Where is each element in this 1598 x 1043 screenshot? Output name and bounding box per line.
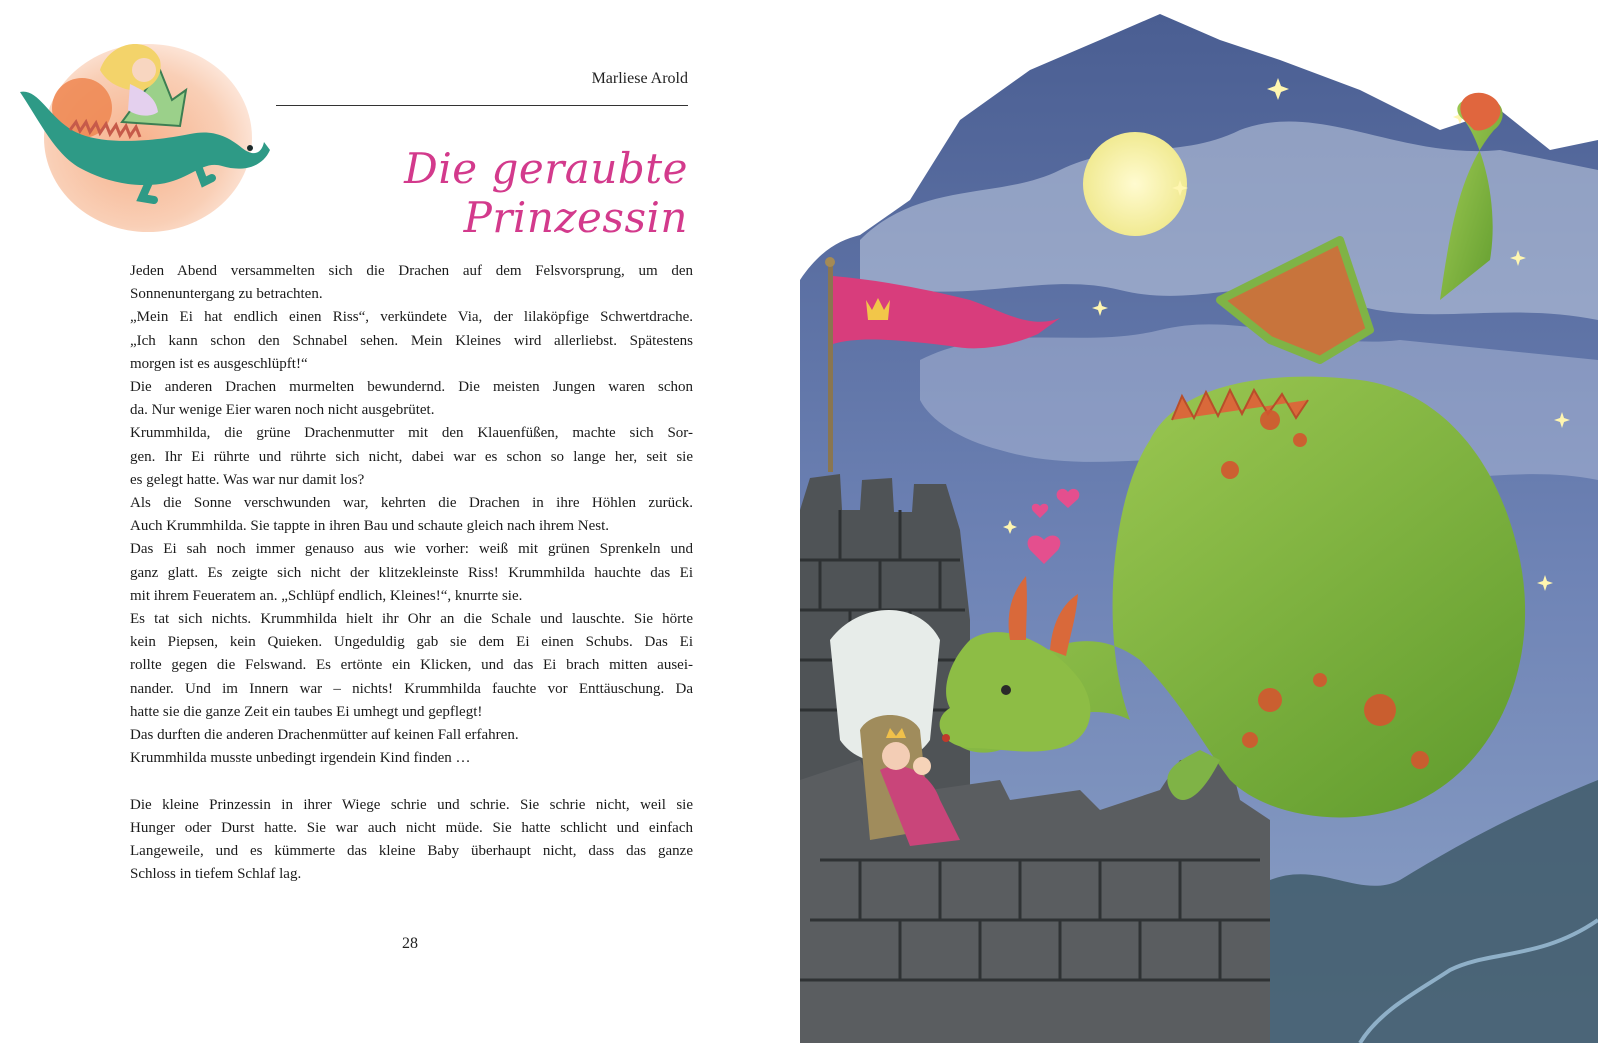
dragon-spot — [1364, 694, 1396, 726]
story-line: Hunger oder Durst hatte. Sie war auch nicht müde. Sie hatte schlicht und einfach — [130, 819, 693, 836]
flag-pole-tip — [825, 257, 835, 267]
story-line: gen. Ihr Ei rührte und rührte sich nicht, dabei war es schon so lange her, seit sie — [130, 448, 693, 465]
dragon-spot — [1221, 461, 1239, 479]
story-line: mit ihrem Feueratem an. „Schlüpf endlich, Kleines!“, knurrte sie. — [130, 587, 523, 604]
story-line: ganz glatt. Es zeigte sich nicht der klitzekleinste Riss! Krummhilda hauchte das Ei — [130, 564, 693, 581]
full-moon — [1083, 132, 1187, 236]
story-line: Das durften die anderen Drachenmütter auf keinen Fall erfahren. — [130, 727, 519, 744]
story-line: Es tat sich nichts. Krummhilda hielt ihr Ohr an die Schale und lauschte. Sie hörte — [130, 611, 693, 628]
flying-dragon-vignette — [10, 30, 272, 235]
story-line: Krummhilda, die grüne Drachenmutter mit den Klauenfüßen, machte sich Sor- — [130, 425, 693, 442]
small-dragon-eye — [247, 145, 253, 151]
story-line: Auch Krummhilda. Sie tappte in ihren Bau und schaute gleich nach ihrem Nest. — [130, 518, 610, 535]
story-line: Das Ei sah noch immer genauso aus wie vorher: weiß mit grünen Sprenkeln und — [130, 541, 693, 558]
baby-face — [913, 757, 931, 775]
dragon-spot — [1293, 433, 1307, 447]
dragon-spot — [1242, 732, 1258, 748]
rider-face — [132, 58, 156, 82]
page-number: 28 — [402, 935, 418, 952]
dragon-spot — [1260, 410, 1280, 430]
story-line: Die kleine Prinzessin in ihrer Wiege schrie und schrie. Sie schrie nicht, weil sie — [130, 796, 693, 813]
dragon-eye — [1001, 685, 1011, 695]
story-line: morgen ist es ausgeschlüpft!“ — [130, 355, 308, 372]
story-line: nander. Und im Innern war – nichts! Krummhilda fauchte vor Enttäuschung. Da — [130, 680, 693, 697]
story-line: Die anderen Drachen murmelten bewundernd. Die meisten Jungen waren schon — [130, 379, 693, 396]
story-line: rollte gegen die Felswand. Es ertönte ein Klicken, und das Ei brach mitten ausei- — [130, 657, 693, 674]
story-title: Die geraubte Prinzessin — [404, 144, 688, 242]
story-paragraph-1 — [130, 260, 693, 770]
dragon-spot — [1313, 673, 1327, 687]
story-line: Langeweile, und es kümmerte das kleine Baby überhaupt nicht, dass das ganze — [130, 843, 693, 860]
story-line: Krummhilda musste unbedingt irgendein Kind finden … — [130, 750, 471, 767]
story-line: hatte sie die ganze Zeit ein taubes Ei umhegt und gepflegt! — [130, 703, 483, 720]
story-line: es gelegt hatte. Was war nur damit los? — [130, 471, 365, 488]
story-line: Als die Sonne verschwunden war, kehrten die Drachen in ihre Höhlen zurück. — [130, 495, 693, 512]
story-line: Jeden Abend versammelten sich die Drachen auf dem Felsvorsprung, um den — [130, 263, 693, 279]
story-line: kein Piepsen, kein Quieken. Ungeduldig gab sie dem Ei einen Schubs. Das Ei — [130, 634, 693, 651]
dragon-spot — [1258, 688, 1282, 712]
author-divider — [276, 105, 688, 106]
flag-pole — [828, 262, 833, 472]
right-page — [800, 0, 1598, 1043]
story-line: Schloss in tiefem Schlaf lag. — [130, 866, 302, 883]
story-line: „Ich kann schon den Schnabel sehen. Mein Kleines wird allerliebst. Spätestens — [130, 332, 693, 349]
story-paragraph-2 — [130, 794, 693, 887]
story-line: „Mein Ei hat endlich einen Riss“, verkündete Via, der lilaköpfige Schwertdrache. — [130, 309, 693, 326]
story-text — [130, 260, 693, 886]
dragon-spot — [1411, 751, 1429, 769]
dragon-nostril — [942, 734, 950, 742]
princess-face — [882, 742, 910, 770]
dragon-castle-illustration — [800, 0, 1598, 1043]
paragraph-gap — [130, 770, 693, 793]
story-line: Sonnenuntergang zu betrachten. — [130, 286, 323, 303]
story-line: da. Nur wenige Eier waren noch nicht ausgebrütet. — [130, 402, 435, 419]
author-name: Marliese Arold — [591, 70, 688, 87]
